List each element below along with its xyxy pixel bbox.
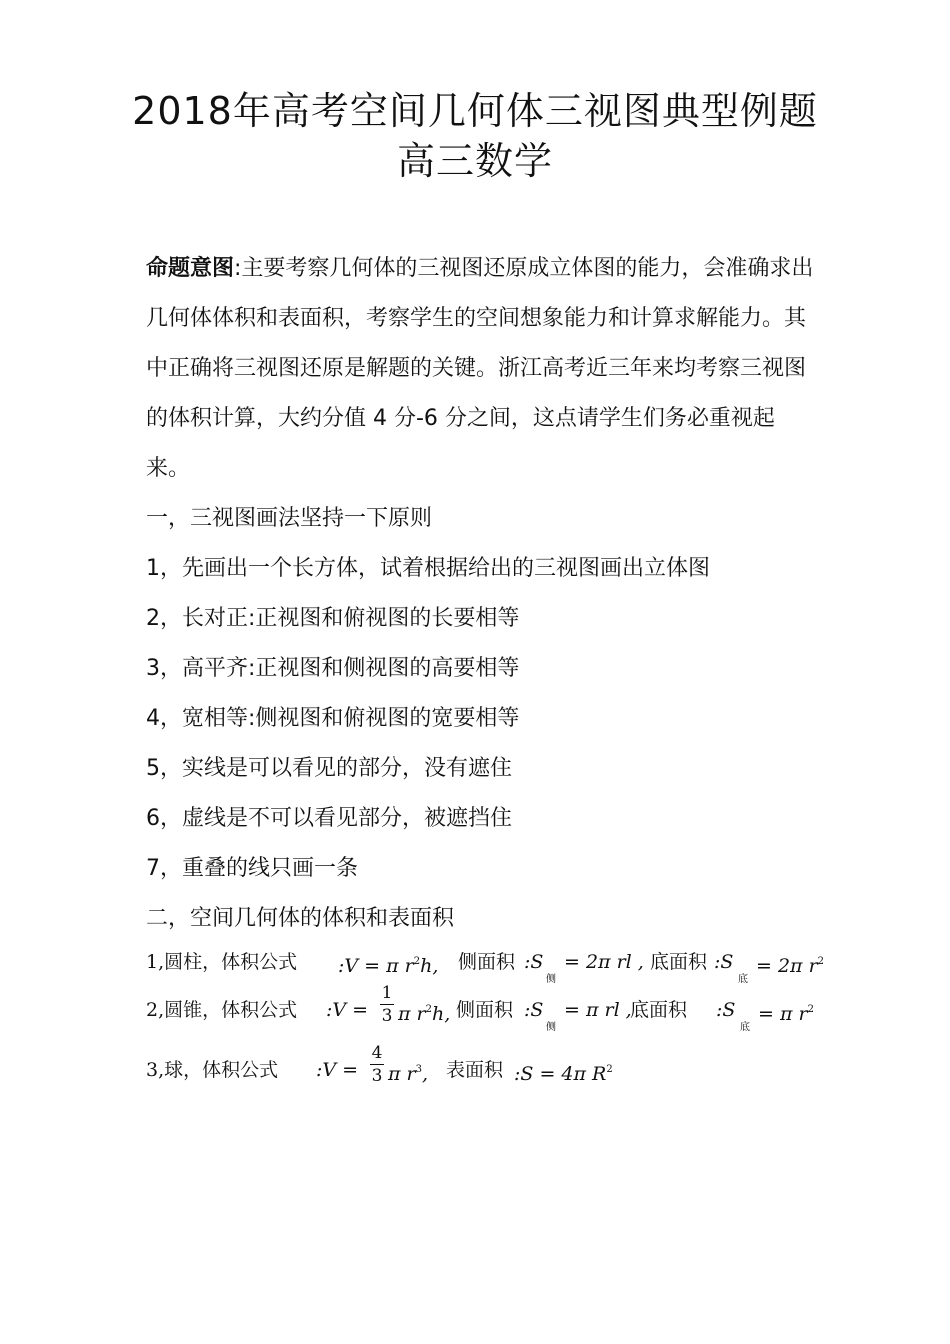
cone-lateral-sub: 侧 [546,1022,556,1033]
cone-base-value: = π $r^2$ [758,1003,814,1025]
cylinder-base: :S [714,951,734,973]
sphere-formula [146,1043,846,1096]
sphere-fraction: $\frac{4}{3}$ [371,1043,383,1086]
sphere-volume: :V = [316,1059,359,1081]
document-subtitle: 高三数学 [396,139,553,183]
cylinder-formula [146,948,846,988]
principle-item: 5，实线是可以看见的部分，没有遮住 [146,756,512,781]
cylinder-base-label: 底面积 [650,951,708,973]
cylinder-lateral-value: = 2π rl , [564,951,644,973]
section2-heading: 二，空间几何体的体积和表面积 [146,906,455,931]
sphere-label: 3,球，体积公式 [146,1059,279,1081]
principle-item: 3，高平齐:正视图和侧视图的高要相等 [146,656,520,681]
principle-item: 6，虚线是不可以看见部分，被遮挡住 [146,806,512,831]
cone-volume: :V = [326,999,369,1021]
cylinder-volume: :V = π $r^2h$, [338,955,439,977]
principle-item: 7，重叠的线只画一条 [146,856,358,881]
cylinder-lateral: :S [524,951,544,973]
cone-lateral-value: = π rl , [564,999,632,1021]
principle-item: 2，长对正:正视图和俯视图的长要相等 [146,606,520,631]
cone-formula [146,983,846,1036]
section1-heading: 一，三视图画法坚持一下原则 [146,506,433,531]
principle-item: 4，宽相等:侧视图和俯视图的宽要相等 [146,706,520,731]
cylinder-label: 1,圆柱，体积公式 [146,951,298,973]
sphere-volume-rest: π $r^3$, [388,1063,429,1085]
cylinder-base-sub: 底 [738,974,748,985]
cone-lateral-label: 侧面积 [456,999,514,1021]
sphere-surface: :S = 4π $R^2$ [514,1063,613,1085]
principle-item: 1，先画出一个长方体，试着根据给出的三视图画出立体图 [146,556,710,581]
cone-lateral: :S [524,999,544,1021]
cylinder-base-value: = 2π $r^2$ [756,955,825,977]
cone-fraction: $\frac{1}{3}$ [381,983,393,1026]
cone-base-label: 底面积 [630,999,688,1021]
sphere-surface-label: 表面积 [446,1059,504,1081]
intro-paragraph [146,244,816,494]
cone-base: :S [716,999,736,1021]
cone-label: 2,圆锥，体积公式 [146,999,298,1021]
intro-text: :主要考察几何体的三视图还原成立体图的能力，会准确求出几何体体积和表面积，考察学生的空间想象能力和计算求解能力。其中正确将三视图还原是解题的关键。浙江高考近三年来均考察三视图的体积计算，大约分值 4 分-6 分之间，这点请学生们务必重视起来。 [146,256,814,481]
document-title: 2018年高考空间几何体三视图典型例题 [132,89,818,133]
cone-base-sub: 底 [740,1022,750,1033]
cone-volume-rest: π $r^2h$, [398,1003,451,1025]
cylinder-lateral-sub: 侧 [546,974,556,985]
cylinder-lateral-label: 侧面积 [458,951,516,973]
intro-label: 命题意图 [146,256,235,281]
